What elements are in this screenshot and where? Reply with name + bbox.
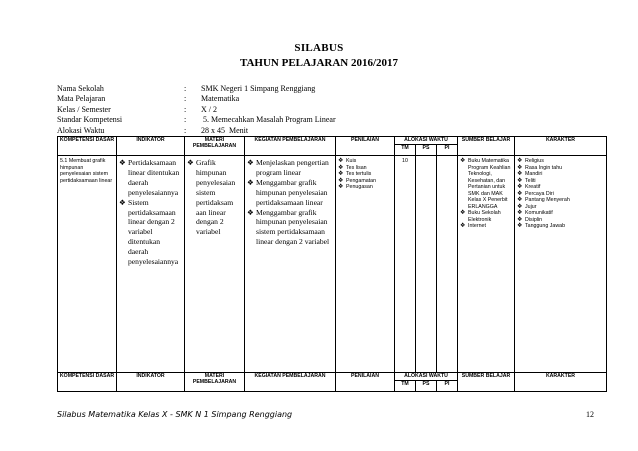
diamond-bullet-icon: ❖ — [517, 184, 523, 190]
diamond-bullet-icon: ❖ — [460, 158, 466, 164]
list-item-text: Pengamatan — [346, 177, 377, 184]
cell-karakter — [515, 156, 607, 373]
diamond-bullet-icon: ❖ — [247, 177, 254, 187]
info-separator: : — [184, 84, 187, 93]
list-item — [517, 223, 604, 230]
list-item-text: Menjelaskan pengertian program linear — [256, 158, 329, 177]
diamond-bullet-icon: ❖ — [119, 197, 126, 207]
list-item-text: Percaya Diri — [525, 190, 554, 197]
diamond-bullet-icon: ❖ — [460, 210, 466, 216]
footer-header-materi: MATERI PEMBELAJARAN — [185, 373, 245, 392]
header-karakter: KARAKTER — [515, 137, 607, 156]
header-pi: PI — [437, 145, 458, 156]
diamond-bullet-icon: ❖ — [517, 190, 523, 197]
list-item-text: Sistem pertidaksamaan linear dengan 2 variabel ditentukan daerah penyelesaiannya — [128, 197, 179, 267]
footer-header-ps: PS — [416, 381, 437, 392]
list-item — [460, 158, 512, 210]
info-separator: : — [184, 104, 187, 114]
bullet-list — [460, 158, 512, 230]
footer-header-kd: KOMPETENSI DASAR — [58, 373, 117, 392]
footer-header-indikator: INDIKATOR — [117, 373, 185, 392]
list-item-text: Penugasan — [346, 184, 373, 190]
page-number: 12 — [586, 410, 594, 419]
diamond-bullet-icon: ❖ — [517, 223, 523, 229]
cell-materi — [185, 156, 245, 373]
list-item-text: Kuis — [346, 158, 357, 164]
cell-tm: 10 — [395, 156, 416, 373]
info-value: Matematika — [201, 94, 240, 104]
diamond-bullet-icon: ❖ — [338, 177, 344, 184]
info-separator: : — [184, 94, 187, 104]
info-key: Alokasi Waktu — [57, 125, 105, 135]
table-footer-header-row — [58, 373, 607, 381]
diamond-bullet-icon: ❖ — [338, 184, 344, 190]
list-item — [119, 158, 182, 198]
diamond-bullet-icon: ❖ — [517, 171, 523, 177]
diamond-bullet-icon: ❖ — [517, 158, 523, 164]
diamond-bullet-icon: ❖ — [119, 158, 126, 167]
cell-indikator — [117, 156, 185, 373]
info-value: X / 2 — [201, 104, 217, 114]
footer-header-sumber: SUMBER BELAJAR — [458, 373, 515, 392]
footer-header-karakter: KARAKTER — [515, 373, 607, 392]
list-item-text: Komunikatif — [525, 210, 553, 216]
list-item-text: Religius — [525, 158, 544, 164]
header-sumber: SUMBER BELAJAR — [458, 137, 515, 156]
header-penilaian: PENILAIAN — [336, 137, 395, 156]
bullet-list — [187, 158, 242, 237]
list-item-text: Mandiri — [525, 171, 543, 177]
list-item — [247, 178, 333, 208]
list-item — [247, 158, 333, 178]
list-item — [187, 158, 242, 237]
list-item-text: Internet — [468, 223, 486, 229]
diamond-bullet-icon: ❖ — [338, 171, 344, 177]
diamond-bullet-icon: ❖ — [338, 158, 344, 164]
info-key: Standar Kompetensi — [57, 115, 123, 125]
list-item-text: Tes tertulis — [346, 171, 372, 177]
info-value: 5. Memecahkan Masalah Program Linear — [201, 115, 336, 125]
info-value: 28 x 45 Menit — [201, 125, 249, 135]
list-item-text: Menggambar grafik himpunan penyelesaian pertidaksamaan linear — [256, 177, 328, 207]
diamond-bullet-icon: ❖ — [517, 203, 523, 210]
list-item-text: Tes lisan — [346, 164, 367, 171]
cell-kd: 5.1 Membuat grafik himpunan penyelesaian sistem pertidaksamaan linear — [58, 156, 117, 373]
list-item-text: Tanggung Jawab — [525, 223, 566, 229]
diamond-bullet-icon: ❖ — [517, 210, 523, 216]
list-item — [460, 223, 512, 230]
diamond-bullet-icon: ❖ — [517, 216, 523, 223]
diamond-bullet-icon: ❖ — [187, 158, 194, 167]
footer-header-penilaian: PENILAIAN — [336, 373, 395, 392]
diamond-bullet-icon: ❖ — [247, 158, 254, 167]
document-subtitle: TAHUN PELAJARAN 2016/2017 — [239, 57, 399, 69]
cell-ps — [416, 156, 437, 373]
table-header-row — [58, 137, 607, 145]
header-alokasi: ALOKASI WAKTU — [395, 137, 458, 145]
header-indikator: INDIKATOR — [117, 137, 185, 156]
info-key: Kelas / Semester — [57, 104, 111, 114]
info-row — [57, 94, 336, 104]
list-item-text: Menggambar grafik himpunan penyelesaian sistem pertidaksamaan linear dengan 2 variabel — [256, 207, 330, 247]
page-footer: Silabus Matematika Kelas X - SMK N 1 Simpang Renggiang — [57, 410, 293, 419]
cell-penilaian — [336, 156, 395, 373]
table-row — [58, 156, 607, 373]
diamond-bullet-icon: ❖ — [517, 164, 523, 171]
header-kd: KOMPETENSI DASAR — [58, 137, 117, 156]
info-value: SMK Negeri 1 Simpang Renggiang — [201, 84, 316, 93]
list-item-text: Pertidaksamaan linear ditentukan daerah penyelesaiannya — [128, 158, 180, 197]
bullet-list — [338, 158, 392, 191]
list-item-text: Kreatif — [525, 184, 541, 190]
diamond-bullet-icon: ❖ — [517, 197, 523, 203]
list-item — [338, 184, 392, 191]
list-item-text: Buku Sekolah Elektronik — [468, 210, 501, 223]
cell-pi — [437, 156, 458, 373]
list-item — [460, 210, 512, 223]
list-item-text: Rasa Ingin tahu — [525, 164, 563, 171]
cell-sumber — [458, 156, 515, 373]
syllabus-info — [57, 84, 336, 136]
header-kegiatan: KEGIATAN PEMBELAJARAN — [245, 137, 336, 156]
footer-header-kegiatan: KEGIATAN PEMBELAJARAN — [245, 373, 336, 392]
bullet-list — [119, 158, 182, 267]
info-key: Mata Pelajaran — [57, 94, 106, 104]
bullet-list — [247, 158, 333, 247]
header-ps: PS — [416, 145, 437, 156]
document-title: SILABUS — [294, 42, 344, 54]
list-item-text: Disiplin — [525, 216, 543, 223]
info-key: Nama Sekolah — [57, 84, 104, 93]
list-item-text: Pantang Menyerah — [525, 197, 570, 203]
diamond-bullet-icon: ❖ — [338, 164, 344, 171]
list-item-text: Grafik himpunan penyelesaian sistem pertidaksam aan linear dengan 2 variabel — [196, 158, 236, 237]
list-item-text: Jujur — [525, 203, 537, 210]
header-tm: TM — [395, 145, 416, 156]
info-row — [57, 126, 336, 136]
info-row — [57, 84, 336, 94]
bullet-list — [517, 158, 604, 230]
syllabus-table — [57, 136, 607, 392]
info-row — [57, 115, 336, 125]
header-materi: MATERI PEMBELAJARAN — [185, 137, 245, 156]
cell-kegiatan — [245, 156, 336, 373]
info-row — [57, 105, 336, 115]
info-separator: : — [184, 115, 187, 125]
footer-header-alokasi: ALOKASI WAKTU — [395, 373, 458, 381]
footer-header-pi: PI — [437, 381, 458, 392]
info-separator: : — [184, 125, 187, 135]
list-item-text: Teliti — [525, 177, 536, 184]
diamond-bullet-icon: ❖ — [517, 177, 523, 184]
list-item-text: Buku Matematika Program Keahlian Teknologi, Kesehatan, dan Pertanian untuk SMK dan MAK Kelas X Penerbit ERLANGGA — [468, 158, 511, 210]
diamond-bullet-icon: ❖ — [460, 223, 466, 229]
footer-header-tm: TM — [395, 381, 416, 392]
diamond-bullet-icon: ❖ — [247, 207, 254, 217]
list-item — [247, 208, 333, 248]
list-item — [119, 198, 182, 267]
